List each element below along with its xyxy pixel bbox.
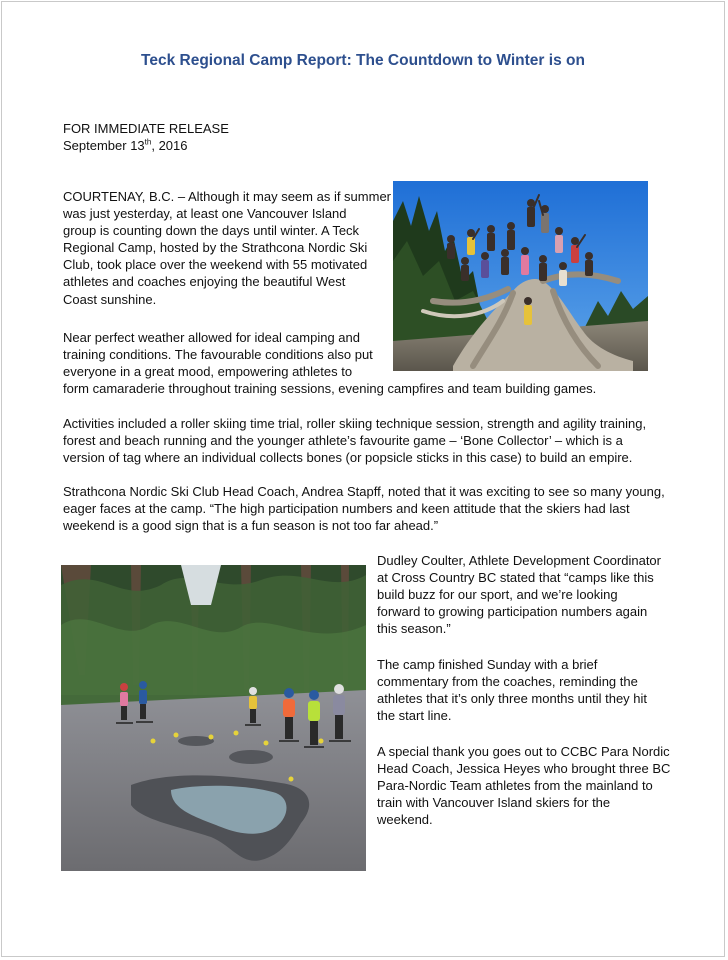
text-line: at Cross Country BC stated that “camps like this [377,570,654,586]
date-main: September 13 [63,138,145,154]
paragraph-sunday [377,656,647,724]
paragraph-coulter [377,552,661,637]
release-label: FOR IMMEDIATE RELEASE [63,121,229,136]
text-line: Coast sunshine. [63,291,157,307]
date-suffix: th [144,137,152,147]
release-block [63,120,229,154]
text-line: everyone in a great mood, empowering athletes to [63,364,353,380]
text-line: athletes that it’s only three months until they hit [377,691,648,707]
text-line: this season.” [377,621,451,637]
document-title: Teck Regional Camp Report: The Countdown to Winter is on [141,52,585,69]
text-line: The camp finished Sunday with a brief [377,657,598,672]
text-line: COURTENAY, B.C. – Although it may seem as if summer [63,189,392,204]
text-line: Strathcona Nordic Ski Club Head Coach, Andrea Stapff, noted that it was exciting to see so many young, [63,484,665,499]
text-line: Near perfect weather allowed for ideal camping and [63,330,361,345]
document-page [1,1,725,957]
paragraph-head-coach [63,483,665,534]
text-line: Club, took place over the weekend with 55 motivated [63,257,368,273]
text-line: Regional Camp, hosted by the Strathcona Nordic Ski [63,240,368,256]
text-line: Activities included a roller skiing time trial, roller skiing technique session, strength and agility training, [63,416,647,431]
text-line: forest and beach running and the younger athlete’s favourite game – ‘Bone Collector’ – which is a [63,433,623,449]
text-line: weekend. [377,812,433,828]
paragraph-activities [63,415,646,466]
text-line: was just yesterday, at least one Vancouver Island [63,206,347,222]
text-line: Head Coach, Jessica Heyes who brought three BC [377,761,671,777]
date-year: , 2016 [151,138,188,154]
paragraph-intro [63,188,391,308]
release-date [63,137,229,154]
text-line: form camaraderie throughout training sessions, evening campfires and team building games. [63,381,597,397]
text-line: training conditions. The favourable conditions also put [63,347,373,363]
text-line: Para-Nordic Team athletes from the mainland to [377,778,653,794]
driftwood-photo-graphic [393,181,648,371]
text-line: train with Vancouver Island skiers for the [377,795,611,811]
text-line: the start line. [377,708,452,724]
text-line: forward to growing participation numbers again [377,604,648,620]
text-line: build buzz for our sport, and we’re looking [377,587,618,603]
text-line: A special thank you goes out to CCBC Para Nordic [377,744,670,759]
text-line: eager faces at the camp. “The high participation numbers and keen attitude that the skiers had last [63,501,630,517]
group-driftwood-photo [393,181,648,371]
text-line: commentary from the coaches, reminding the [377,674,638,690]
text-line: Dudley Coulter, Athlete Development Coordinator [377,553,661,568]
roller-ski-photo-graphic [61,565,366,871]
text-line: group is counting down the days until winter. A Teck [63,223,360,239]
paragraph-thanks [377,743,670,828]
roller-ski-photo [61,565,366,871]
text-line: version of tag where an individual collects bones (or popsicle sticks in this case) to build an empire. [63,450,633,466]
text-line: athletes and coaches enjoying the beautiful West [63,274,346,290]
text-line: weekend is a good sign that is a fun season is not too far ahead.” [63,518,439,534]
